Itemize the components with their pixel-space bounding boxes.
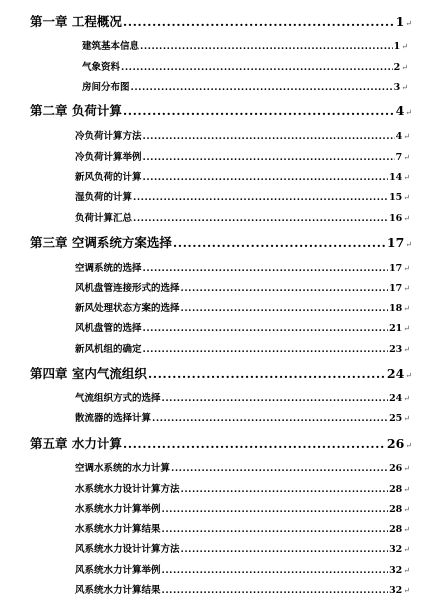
toc-section-entry[interactable] (75, 341, 410, 355)
toc-section-entry[interactable] (75, 280, 410, 294)
toc-section-entry[interactable] (82, 79, 408, 93)
toc-entry-label: 风机盘管连接形式的选择 (75, 283, 180, 294)
toc-entry-label: 第一章 工程概况 (30, 14, 122, 29)
toc-page-number: 17 (389, 283, 403, 294)
toc-page-number: 18 (389, 303, 403, 314)
paragraph-return-icon: ↵ (405, 108, 412, 117)
toc-entry-label: 气象资料 (82, 62, 121, 73)
toc-page-number: 32 (389, 565, 403, 576)
toc-page-number: 32 (389, 585, 403, 596)
toc-section-entry[interactable] (75, 189, 410, 203)
toc-entry-label: 水系统水力设计计算方法 (75, 484, 180, 495)
toc-page-number: 28 (389, 504, 403, 515)
toc-entry-label: 第四章 室内气流组织 (30, 366, 147, 381)
toc-entry-label: 水系统水力计算结果 (75, 524, 161, 535)
paragraph-return-icon: ↵ (401, 83, 408, 92)
toc-entry-label: 冷负荷计算方法 (75, 131, 142, 142)
toc-entry-label: 第三章 空调系统方案选择 (30, 235, 172, 250)
dot-leader (173, 235, 386, 250)
dot-leader (143, 152, 395, 163)
toc-page-number: 17 (386, 235, 405, 250)
dot-leader (162, 565, 389, 576)
dot-leader (123, 436, 386, 451)
paragraph-return-icon: ↵ (403, 324, 410, 333)
paragraph-return-icon: ↵ (403, 214, 410, 223)
dot-leader (181, 484, 389, 495)
toc-page-number: 4 (395, 131, 403, 142)
toc-page-number: 1 (393, 41, 401, 52)
toc-entry-label: 气流组织方式的选择 (75, 393, 161, 404)
dot-leader (121, 62, 393, 73)
toc-entry-label: 湿负荷的计算 (75, 192, 133, 203)
toc-section-entry[interactable] (75, 481, 410, 495)
toc-page-number: 1 (395, 14, 405, 29)
toc-section-entry[interactable] (82, 59, 408, 73)
toc-section-entry[interactable] (75, 521, 410, 535)
dot-leader (181, 283, 389, 294)
paragraph-return-icon: ↵ (401, 63, 408, 72)
dot-leader (181, 544, 389, 555)
dot-leader (162, 504, 389, 515)
paragraph-return-icon: ↵ (403, 193, 410, 202)
toc-page-number: 25 (389, 413, 403, 424)
dot-leader (133, 213, 388, 224)
toc-chapter-entry[interactable] (30, 233, 412, 251)
toc-page-number: 3 (393, 82, 401, 93)
toc-section-entry[interactable] (75, 541, 410, 555)
toc-page-number: 24 (386, 366, 405, 381)
toc-page-number: 14 (389, 172, 403, 183)
toc-section-entry[interactable] (75, 562, 410, 576)
paragraph-return-icon: ↵ (403, 153, 410, 162)
toc-section-entry[interactable] (75, 390, 410, 404)
toc-entry-label: 风机盘管的选择 (75, 323, 142, 334)
toc-chapter-entry[interactable] (30, 434, 412, 452)
paragraph-return-icon: ↵ (401, 42, 408, 51)
toc-page-number: 4 (395, 103, 405, 118)
toc-entry-label: 房间分布图 (82, 82, 130, 93)
toc-section-entry[interactable] (75, 149, 410, 163)
paragraph-return-icon: ↵ (403, 284, 410, 293)
paragraph-return-icon: ↵ (405, 371, 412, 380)
toc-section-entry[interactable] (75, 169, 410, 183)
dot-leader (131, 82, 393, 93)
toc-page-number: 23 (389, 344, 403, 355)
toc-page-number: 7 (395, 152, 403, 163)
toc-entry-label: 第五章 水力计算 (30, 436, 122, 451)
dot-leader (143, 344, 389, 355)
dot-leader (162, 393, 389, 404)
toc-entry-label: 散流器的选择计算 (75, 413, 152, 424)
toc-page-number: 32 (389, 544, 403, 555)
toc-entry-label: 负荷计算汇总 (75, 213, 133, 224)
toc-section-entry[interactable] (75, 300, 410, 314)
toc-section-entry[interactable] (75, 460, 410, 474)
paragraph-return-icon: ↵ (403, 394, 410, 403)
toc-page-number: 2 (393, 62, 401, 73)
toc-entry-label: 新风负荷的计算 (75, 172, 142, 183)
toc-entry-label: 新风机组的确定 (75, 344, 142, 355)
toc-page-number: 24 (389, 393, 403, 404)
toc-page-number: 15 (389, 192, 403, 203)
toc-section-entry[interactable] (75, 320, 410, 334)
toc-section-entry[interactable] (75, 128, 410, 142)
toc-page-number: 28 (389, 524, 403, 535)
paragraph-return-icon: ↵ (403, 545, 410, 554)
toc-entry-label: 新风处理状态方案的选择 (75, 303, 180, 314)
toc-section-entry[interactable] (75, 210, 410, 224)
paragraph-return-icon: ↵ (403, 525, 410, 534)
toc-section-entry[interactable] (75, 582, 410, 596)
toc-entry-label: 第二章 负荷计算 (30, 103, 122, 118)
toc-entry-label: 空调系统的选择 (75, 263, 142, 274)
toc-chapter-entry[interactable] (30, 101, 412, 119)
dot-leader (162, 585, 389, 596)
dot-leader (123, 14, 395, 29)
dot-leader (181, 303, 389, 314)
dot-leader (143, 263, 389, 274)
dot-leader (143, 323, 389, 334)
toc-page-number: 26 (389, 463, 403, 474)
toc-section-entry[interactable] (82, 38, 408, 52)
toc-section-entry[interactable] (75, 410, 410, 424)
toc-page-number: 16 (389, 213, 403, 224)
dot-leader (140, 41, 393, 52)
toc-entry-label: 水系统水力计算举例 (75, 504, 161, 515)
paragraph-return-icon: ↵ (403, 173, 410, 182)
paragraph-return-icon: ↵ (403, 485, 410, 494)
paragraph-return-icon: ↵ (403, 304, 410, 313)
toc-section-entry[interactable] (75, 501, 410, 515)
toc-entry-label: 冷负荷计算举例 (75, 152, 142, 163)
dot-leader (123, 103, 395, 118)
toc-entry-label: 风系统水力设计计算方法 (75, 544, 180, 555)
toc-page-number: 21 (389, 323, 403, 334)
toc-entry-label: 空调水系统的水力计算 (75, 463, 171, 474)
dot-leader (143, 172, 389, 183)
toc-chapter-entry[interactable] (30, 12, 412, 30)
paragraph-return-icon: ↵ (403, 264, 410, 273)
paragraph-return-icon: ↵ (405, 441, 412, 450)
toc-section-entry[interactable] (75, 260, 410, 274)
toc-page-number: 26 (386, 436, 405, 451)
dot-leader (162, 524, 389, 535)
paragraph-return-icon: ↵ (405, 240, 412, 249)
dot-leader (171, 463, 388, 474)
dot-leader (148, 366, 386, 381)
toc-chapter-entry[interactable] (30, 364, 412, 382)
toc-entry-label: 风系统水力计算举例 (75, 565, 161, 576)
toc-page-number: 28 (389, 484, 403, 495)
dot-leader (143, 131, 395, 142)
paragraph-return-icon: ↵ (403, 132, 410, 141)
paragraph-return-icon: ↵ (405, 19, 412, 28)
toc-entry-label: 风系统水力计算结果 (75, 585, 161, 596)
dot-leader (133, 192, 388, 203)
paragraph-return-icon: ↵ (403, 505, 410, 514)
dot-leader (152, 413, 388, 424)
paragraph-return-icon: ↵ (403, 566, 410, 575)
paragraph-return-icon: ↵ (403, 414, 410, 423)
toc-page-number: 17 (389, 263, 403, 274)
paragraph-return-icon: ↵ (403, 464, 410, 473)
paragraph-return-icon: ↵ (403, 345, 410, 354)
paragraph-return-icon: ↵ (403, 586, 410, 595)
toc-entry-label: 建筑基本信息 (82, 41, 140, 52)
